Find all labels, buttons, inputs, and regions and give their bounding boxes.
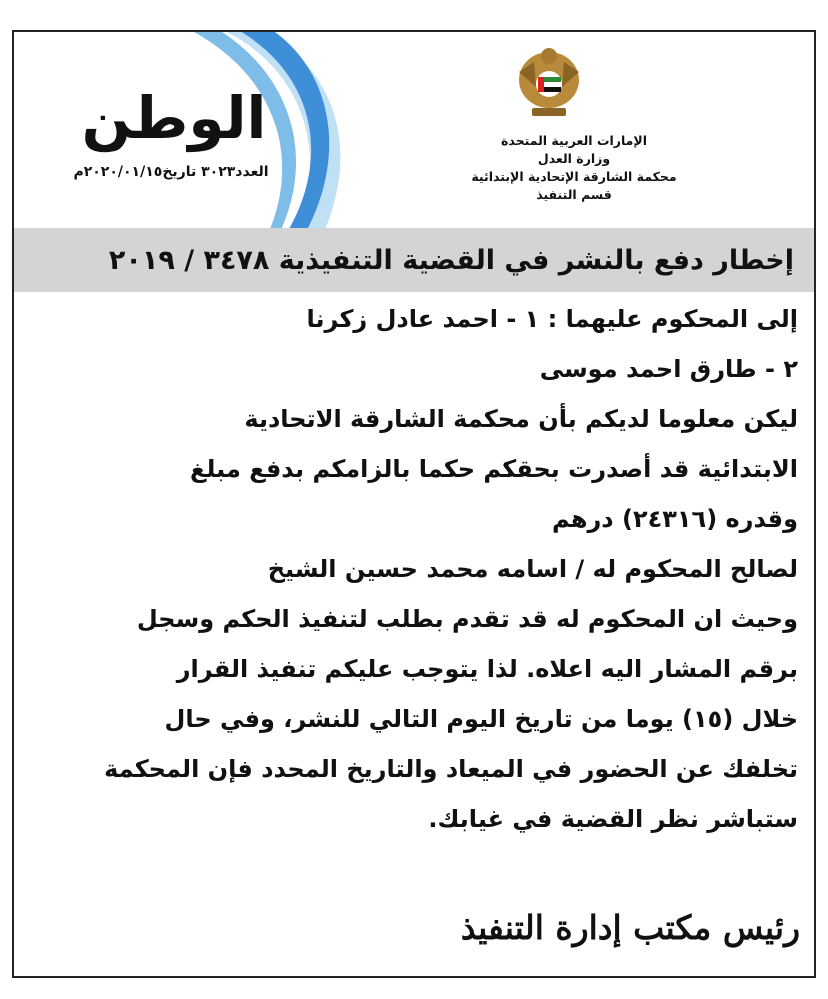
authority-court: محكمة الشارقة الإتحادية الإبتدائية [471, 169, 677, 184]
issue-date-line: العدد٣٠٢٣ تاريخ٢٠٢٠/٠١/١٥م [73, 164, 269, 180]
notice-frame [12, 30, 816, 978]
uae-emblem-icon [514, 42, 584, 122]
notice-line: ليكن معلوما لديكم بأن محكمة الشارقة الاتحادية [244, 405, 798, 433]
authority-department: قسم التنفيذ [536, 187, 612, 202]
notice-line: وقدره (٢٤٣١٦) درهم [552, 505, 798, 533]
notice-line: إلى المحكوم عليهما : ١ - احمد عادل زكرنا [306, 305, 798, 333]
notice-line: برقم المشار اليه اعلاه. لذا يتوجب عليكم تنفيذ القرار [176, 655, 798, 683]
notice-line: تخلفك عن الحضور في الميعاد والتاريخ المحدد فإن المحكمة [104, 755, 798, 783]
issuing-authority [434, 132, 714, 204]
notice-line: لصالح المحكوم له / اسامه محمد حسين الشيخ [267, 555, 798, 583]
notice-line: ستباشر نظر القضية في غيابك. [428, 805, 798, 833]
notice-title: إخطار دفع بالنشر في القضية التنفيذية ٣٤٧٨ / ٢٠١٩ [108, 244, 794, 276]
notice-title-bar [14, 228, 814, 292]
notice-line: وحيث ان المحكوم له قد تقدم بطلب لتنفيذ الحكم وسجل [136, 605, 798, 633]
notice-body [28, 294, 798, 844]
signature-title: رئيس مكتب إدارة التنفيذ [460, 908, 800, 947]
newspaper-masthead: الوطن [81, 84, 267, 152]
notice-line: ٢ - طارق احمد موسى [539, 355, 798, 383]
authority-country: الإمارات العربية المتحدة [500, 133, 648, 148]
notice-line: الابتدائية قد أصدرت بحقكم حكما بالزامكم بدفع مبلغ [189, 455, 798, 483]
header [14, 32, 814, 230]
authority-ministry: وزارة العدل [537, 151, 611, 166]
notice-line: خلال (١٥) يوما من تاريخ اليوم التالي للنشر، وفي حال [164, 705, 798, 733]
